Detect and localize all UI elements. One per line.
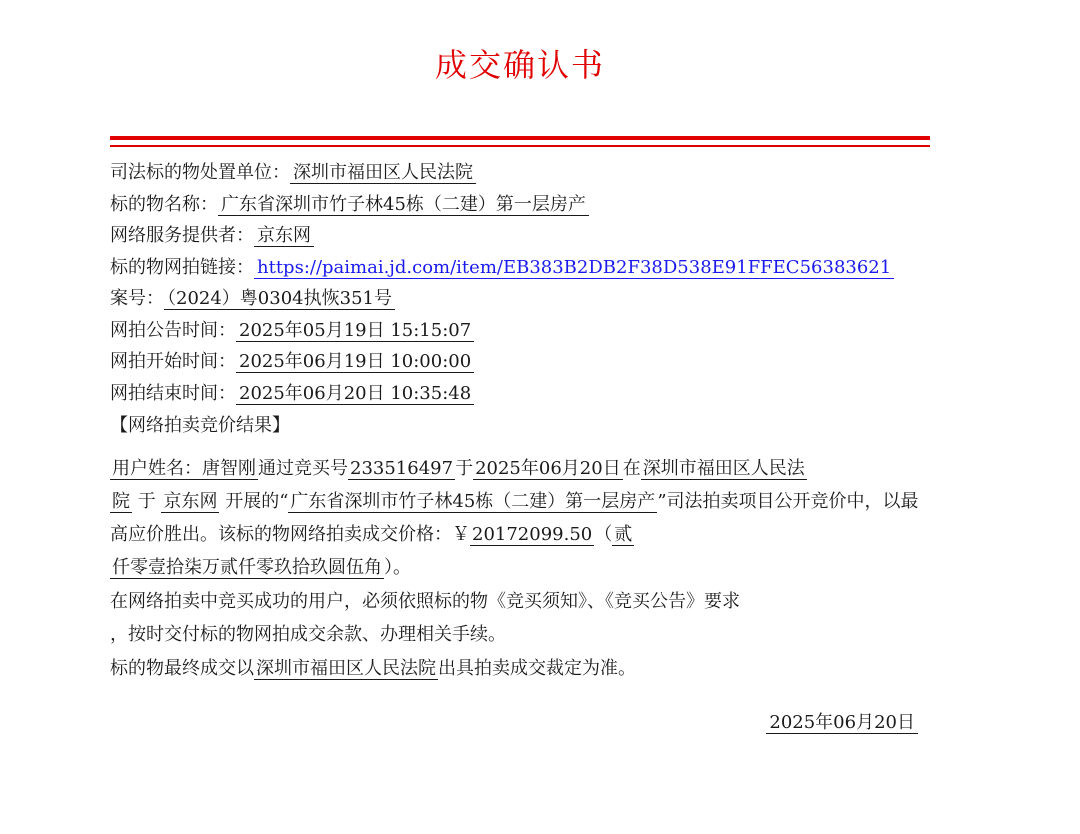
field-label: 案号： [110,288,164,309]
field-label: 标的物名称： [110,193,218,215]
bid-number: 233516497 [350,458,454,479]
field-label: 标的物网拍链接： [110,256,254,278]
result-text: 通过竞买号 [258,458,348,479]
item-name: 广东省深圳市竹子林45栋（二建）第一层房产 [290,491,656,512]
auction-link[interactable]: https://paimai.jd.com/item/EB383B2DB2F38D538E91FFEC56383621 [254,257,894,279]
result-text: 开展的“ [225,491,289,512]
field-label: 网拍结束时间： [110,382,236,404]
price-chinese-part2: 仟零壹拾柒万贰仟零玖拾玖圆伍角 [112,557,382,578]
final-text: 出具拍卖成交裁定为准。 [438,658,636,679]
field-end-time [110,378,930,410]
field-value: 2025年05月19日 15:15:07 [236,320,474,342]
result-text: ）。 [384,557,411,578]
signature-date [766,708,918,738]
result-text: 于 [137,491,156,512]
deal-date: 2025年06月20日 [475,458,621,479]
field-announce-time [110,315,930,347]
field-label: 网拍开始时间： [110,351,236,372]
final-paragraph [110,652,920,685]
final-text: 标的物最终成交以 [110,658,254,679]
field-provider [110,220,930,252]
field-label: 网络服务提供者： [110,225,254,246]
field-item-name [110,189,930,221]
price-chinese-part1: 贰 [614,524,633,545]
field-value: 京东网 [254,225,314,247]
document-title: 成交确认书 [434,46,605,84]
final-court-name: 深圳市福田区人民法院 [256,658,436,679]
field-disposal-unit [110,157,930,189]
winner-name: 用户姓名：唐智刚 [112,458,256,479]
header-rule-thick [110,136,930,140]
field-value: 广东省深圳市竹子林45栋（二建）第一层房产 [218,194,589,216]
court-name-part1: 深圳市福田区人民法 [642,458,805,479]
signature-date-value: 2025年06月20日 [766,712,918,734]
notice-paragraph [110,585,920,651]
field-label: 司法标的物处置单位： [110,162,290,183]
auction-info-fields [110,157,930,443]
section-heading: 【网络拍卖竞价结果】 [110,415,290,436]
deal-price: 20172099.50 [472,524,593,545]
header-rule-thin [110,145,930,147]
notice-line: 在网络拍卖中竞买成功的用户，必须依照标的物《竞买须知》、《竞买公告》要求 [110,591,740,612]
result-text: ”司法拍卖项目公开竞价中，以最高应价胜出。该标的物网络拍卖成交价格：￥ [110,491,919,545]
field-value: （2024）粤0304执恢351号 [164,288,395,310]
field-start-time [110,346,930,378]
field-label: 网拍公告时间： [110,319,236,341]
field-auction-link [110,252,930,284]
platform-name: 京东网 [163,491,218,512]
notice-line: ，按时交付标的物网拍成交余款、办理相关手续。 [110,624,506,645]
field-value: 2025年06月20日 10:35:48 [236,383,474,405]
field-case-number [110,283,930,315]
court-name-part2: 院 [112,491,130,512]
result-text: 于 [455,458,474,479]
result-text: （ [594,524,613,545]
field-value: 2025年06月19日 10:00:00 [236,351,474,373]
field-value: 深圳市福田区人民法院 [290,162,476,184]
result-text: 在 [622,458,641,479]
result-paragraph [110,452,920,584]
